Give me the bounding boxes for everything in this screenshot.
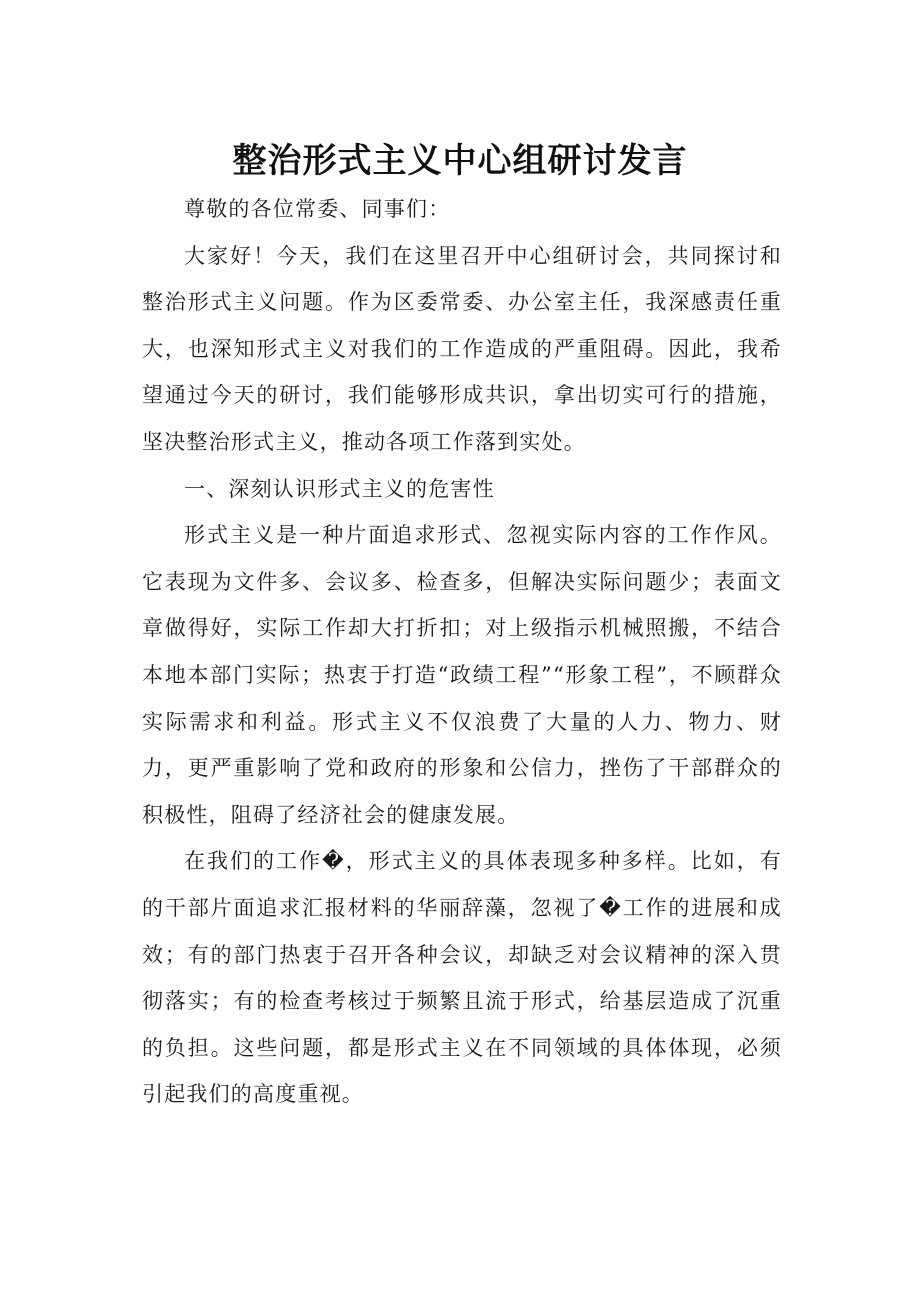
- section-heading: 一、深刻认识形式主义的危害性: [184, 476, 495, 501]
- document-body: [142, 186, 782, 1118]
- salutation-paragraph: 尊敬的各位常委、同事们：: [184, 197, 451, 221]
- document-title: 整治形式主义中心组研讨发言: [232, 141, 688, 181]
- body-paragraph: 在我们的工作�，形式主义的具体表现多种多样。比如，有的干部片面追求汇报材料的华丽辞藻，忽视了�工作的进展和成效；有的部门热衷于召开各种会议，却缺乏对会议精神的深入贯彻落实；有的检查考核过于频繁且流于形式，给基层造成了沉重的负担。这些问题，都是形式主义在不同领域的具体体现，必须引起我们的高度重视。: [142, 849, 782, 1107]
- body-paragraph: 形式主义是一种片面追求形式、忽视实际内容的工作作风。它表现为文件多、会议多、检查多，但解决实际问题少；表面文章做得好，实际工作却大打折扣；对上级指示机械照搬，不结合本地本部门实际；热衷于打造“政绩工程”“形象工程”，不顾群众实际需求和利益。形式主义不仅浪费了大量的人力、物力、财力，更严重影响了党和政府的形象和公信力，挫伤了干部群众的积极性，阻碍了经济社会的健康发展。: [142, 523, 782, 827]
- opening-paragraph: 大家好！今天，我们在这里召开中心组研讨会，共同探讨和整治形式主义问题。作为区委常委、办公室主任，我深感责任重大，也深知形式主义对我们的工作造成的严重阻碍。因此，我希望通过今天的研讨，我们能够形成共识，拿出切实可行的措施，坚决整治形式主义，推动各项工作落到实处。: [142, 243, 782, 454]
